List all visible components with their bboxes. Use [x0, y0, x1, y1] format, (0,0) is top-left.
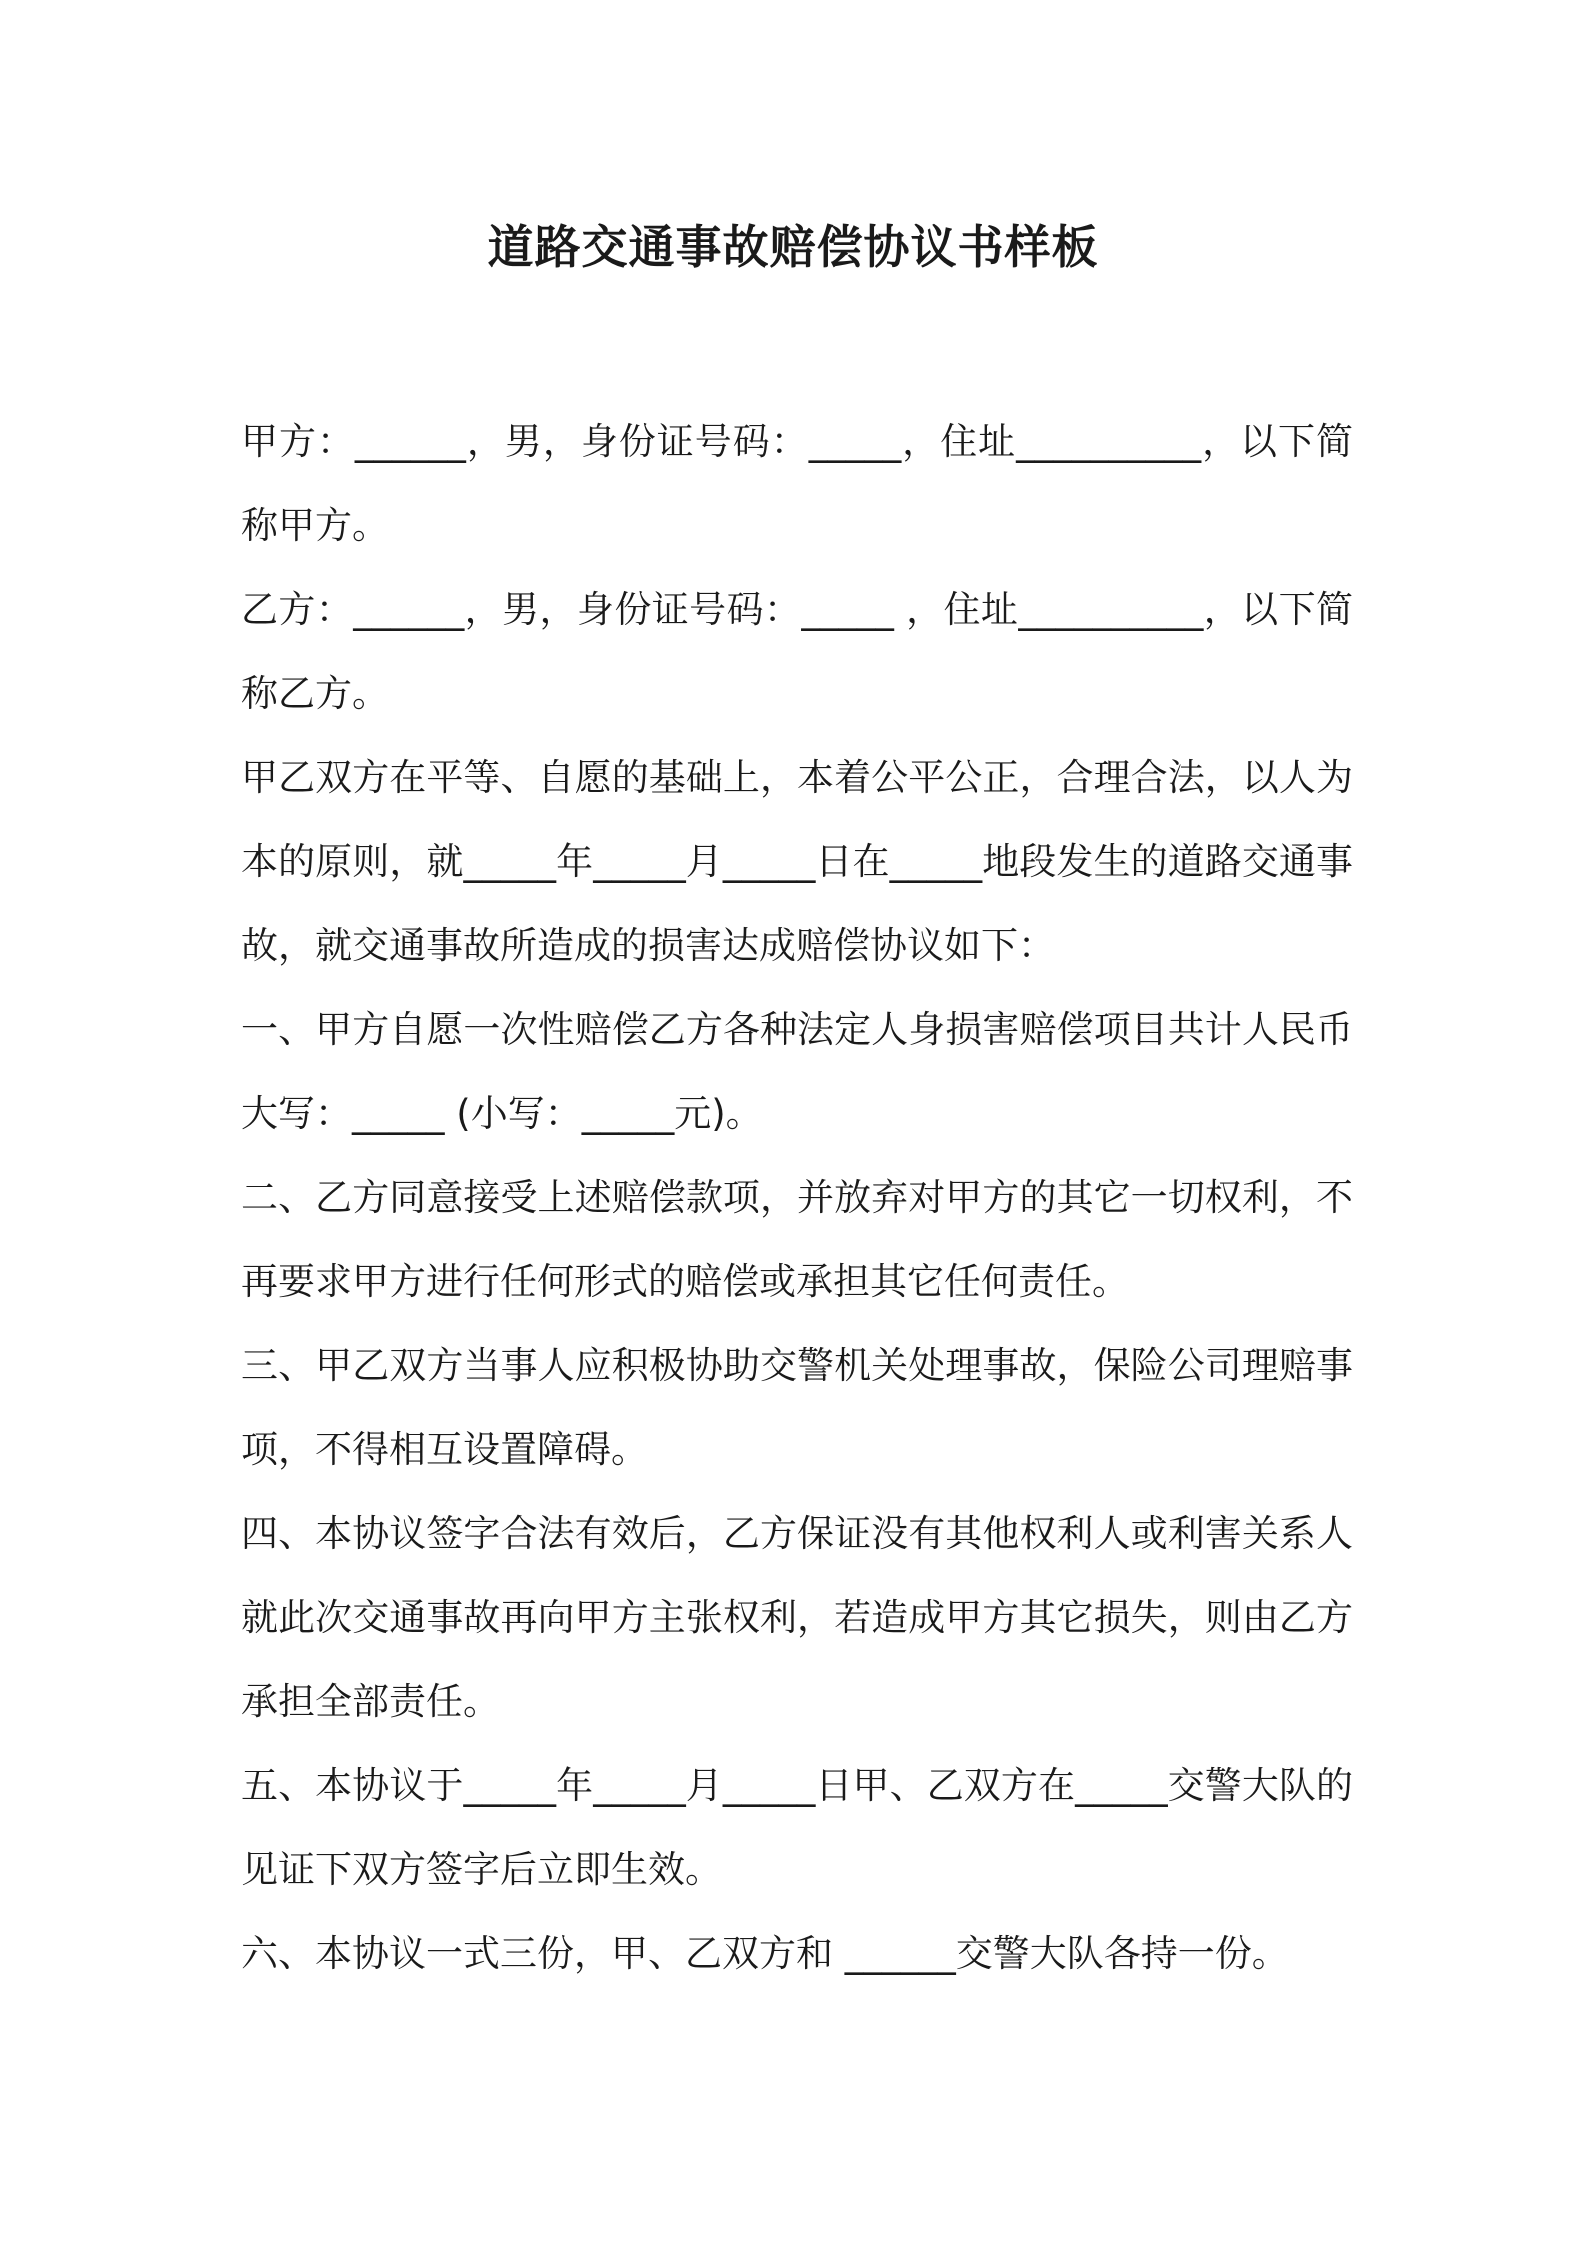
- party-a-paragraph: 甲方：______，男，身份证号码：_____，住址__________，以下简称甲方。: [241, 420, 1353, 547]
- clause-2-paragraph: 二、乙方同意接受上述赔偿款项，并放弃对甲方的其它一切权利，不再要求甲方进行任何形式的赔偿或承担其它任何责任。: [241, 1176, 1353, 1303]
- clause-5-paragraph: 五、本协议于_____年_____月_____日甲、乙双方在_____交警大队的见证下双方签字后立即生效。: [241, 1764, 1353, 1891]
- clause-1-paragraph: 一、甲方自愿一次性赔偿乙方各种法定人身损害赔偿项目共计人民币大写：_____ (小写：_____元)。: [241, 1008, 1353, 1135]
- document-body: [241, 400, 1353, 1996]
- preamble-paragraph: 甲乙双方在平等、自愿的基础上，本着公平公正，合理合法，以人为本的原则，就_____年_____月_____日在_____地段发生的道路交通事故，就交通事故所造成的损害达成赔偿协议如下：: [241, 756, 1353, 967]
- document-title: 道路交通事故赔偿协议书样板: [487, 220, 1099, 274]
- clause-6-paragraph: 六、本协议一式三份，甲、乙双方和 ______交警大队各持一份。: [241, 1932, 1289, 1975]
- party-b-paragraph: 乙方：______，男，身份证号码：_____ ，住址__________，以下简称乙方。: [241, 588, 1353, 715]
- clause-3-paragraph: 三、甲乙双方当事人应积极协助交警机关处理事故，保险公司理赔事项，不得相互设置障碍。: [241, 1344, 1353, 1471]
- clause-4-paragraph: 四、本协议签字合法有效后，乙方保证没有其他权利人或利害关系人就此次交通事故再向甲方主张权利，若造成甲方其它损失，则由乙方承担全部责任。: [241, 1512, 1353, 1723]
